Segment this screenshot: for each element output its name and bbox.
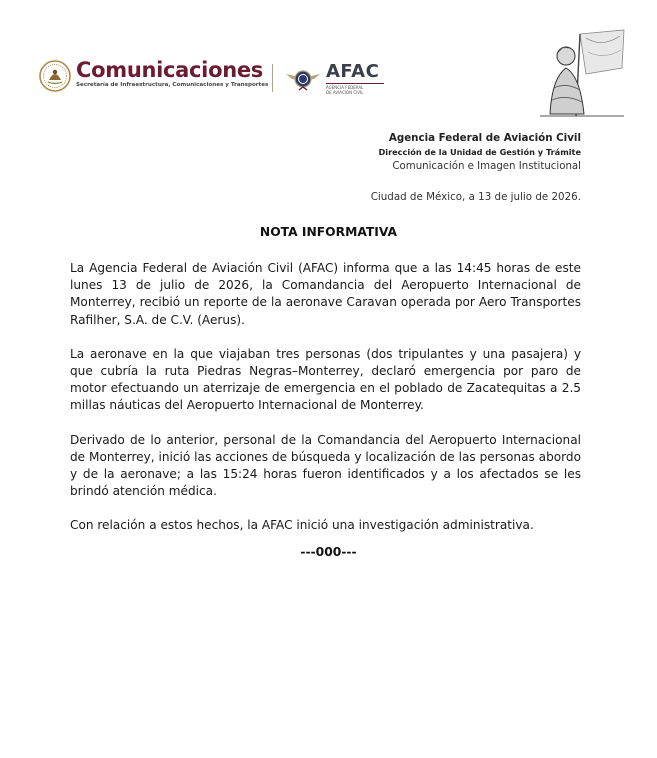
document-title: NOTA INFORMATIVA xyxy=(259,225,398,239)
letterhead xyxy=(0,0,657,120)
brand-block xyxy=(76,58,268,88)
sender-direction: Dirección de la Unidad de Gestión y Trámite xyxy=(378,147,581,157)
paragraph-3: Derivado de lo anterior, personal de la Comandancia del Aeropuerto Internacional de Monterrey, inició las acciones de búsqueda y localización de las personas abordo y de la aeronave; a las 15:24 horas fueron identificados y a los afectados se les brindó atención médica. xyxy=(70,432,581,499)
afac-rule xyxy=(326,83,384,84)
body-text xyxy=(70,260,581,552)
closing-mark: ---000--- xyxy=(300,545,357,559)
afac-subtitle-1: AGENCIA FEDERAL xyxy=(326,85,364,90)
brand-name: Comunicaciones xyxy=(76,58,264,82)
afac-subtitle-2: DE AVIACIÓN CIVIL xyxy=(326,90,364,95)
afac-emblem-icon xyxy=(284,62,322,94)
header-divider xyxy=(272,64,273,92)
paragraph-2: La aeronave en la que viajaban tres personas (dos tripulantes y una pasajera) y que cubría la ruta Piedras Negras–Monterrey, declaró emergencia por paro de motor efectuando un aterrizaje de emergencia en el poblado de Zacatequitas a 2.5 millas náuticas del Aeropuerto Internacional de Monterrey. xyxy=(70,346,581,413)
mexico-seal-icon xyxy=(39,60,71,92)
paragraph-4: Con relación a estos hechos, la AFAC inició una investigación administrativa. xyxy=(70,518,534,533)
patria-figure-icon xyxy=(536,28,628,118)
sender-block xyxy=(378,131,581,174)
sender-agency: Agencia Federal de Aviación Civil xyxy=(388,132,581,144)
afac-wordmark xyxy=(326,62,384,95)
place-date: Ciudad de México, a 13 de julio de 2026. xyxy=(370,191,581,203)
afac-name: AFAC xyxy=(326,61,380,82)
brand-subtitle: Secretaría de Infraestructura, Comunicaciones y Transportes xyxy=(76,82,269,88)
sender-department: Comunicación e Imagen Institucional xyxy=(392,161,581,172)
paragraph-1: La Agencia Federal de Aviación Civil (AFAC) informa que a las 14:45 horas de este lunes 13 de julio de 2026, la Comandancia del Aeropuerto Internacional de Monterrey, recibió un reporte de la aeronave Caravan operada por Aero Transportes Rafilher, S.A. de C.V. (Aerus). xyxy=(70,261,581,327)
